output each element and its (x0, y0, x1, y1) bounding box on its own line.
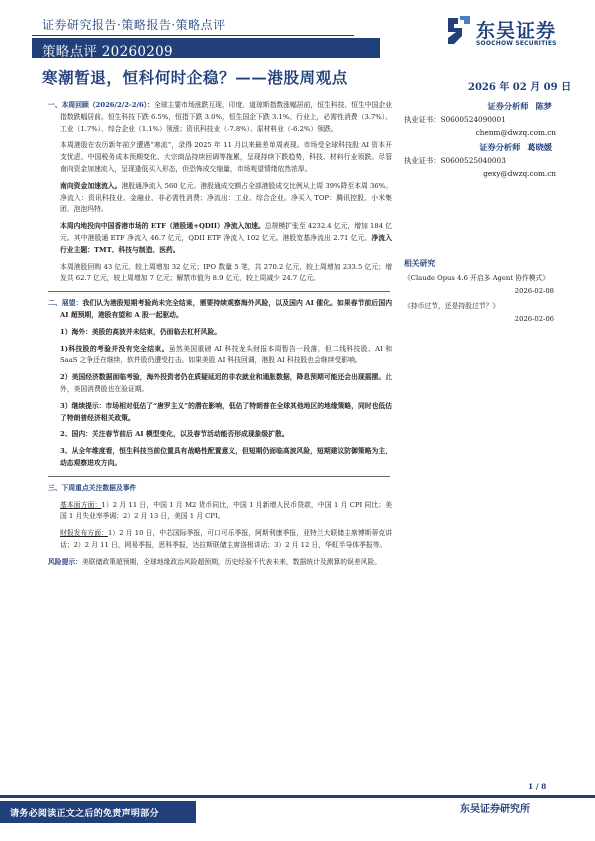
related-research-title: 相关研究 (404, 259, 436, 268)
outlook-annual-text: 3、从全年维度看，恒生科技当前位置具有战略性配置意义，但短期仍面临高波风险，短期建议防御策略为主，动态观察进攻方向。 (60, 447, 392, 467)
analyst-2-cert-row (404, 154, 556, 167)
etf-tail: 净流入行业主题：TMT、科技与制造、医药。 (60, 233, 393, 254)
analyst-1-email[interactable]: chenm@dwzq.com.cn (475, 128, 556, 137)
logo-english: SOOCHOW SECURITIES (476, 40, 557, 47)
soochow-logo-icon (444, 14, 472, 48)
related-item-2-title: 《持币过节，还是持股过节？》 (404, 302, 500, 310)
earnings-events (60, 528, 392, 552)
section-1-title: 一、本周回顾（2026/2/2-2/6）： (48, 101, 154, 109)
outlook-domestic-text: 2、国内：关注春节前后 AI 模型变化，以及春节活动能否形成现象级扩散。 (60, 430, 289, 439)
outlook-econ-text: 此外，美国消费股也在验证期。 (60, 373, 392, 393)
analyst-1-role: 证券分析师 (487, 101, 529, 111)
outlook-tech-lead: 1)科技股的考验并没有完全结束。 (60, 344, 169, 353)
section-divider-2 (48, 476, 390, 477)
outlook-tech-text: 虽然美国重磅 AI 科技龙头财报本周暂告一段落，但二线科技股、AI 和 SaaS 之争还在继续，软件股仍遭受打击。如果美股 AI 科技回调，港股 AI 科技股也会继续受影响。 (60, 344, 393, 365)
analyst-1-cert-label: 执业证书： (404, 115, 441, 124)
disclaimer-text: 请务必阅读正文之后的免责声明部分 (10, 809, 159, 819)
report-type: 策略点评 20260209 (42, 44, 173, 60)
related-research-list (404, 272, 554, 326)
analyst-2-heading (404, 141, 552, 154)
outlook-annual (60, 446, 392, 470)
related-item-1[interactable] (404, 272, 554, 298)
section-3-title: 三、下周重点关注数据及事件 (48, 483, 137, 492)
southbound-text: 港股通净流入 560 亿元。港股通成交额占全部港股成交比例从上周 39%降至本周 36%。净流入：资讯科技业、金融业、非必需性消费；净流出：工业、综合企业。净买入 TOP：腾讯控股、小米集团、泡泡玛特。 (60, 181, 392, 214)
etf-text: 总规模扩张至 4232.4 亿元，增加 184 亿元。其中港股通 ETF 净流入 46.7 亿元，QDII ETF 净流入 102 亿元。港股宽基净流出 2.71 亿元。 (60, 222, 392, 242)
section-2 (48, 298, 392, 322)
related-item-1-title: 《Claude Opus 4.6 开启多 Agent 协作模式》 (404, 274, 550, 282)
outlook-domestic (60, 429, 392, 441)
section-1 (48, 100, 393, 135)
earnings-lead: 财报发布方面： (60, 529, 108, 538)
outlook-econ-lead: 2）美国经济数据面临考验，海外投资者仍在质疑延迟的非农就业和通胀数据，降息预期可能还会出现摇摆。 (60, 373, 386, 382)
outlook-reminder-text: 3）继续提示：市场相对低估了“唐罗主义”的潜在影响，低估了特朗普在全球其他地区的地缘策略，同时也低估了特朗普经济相关政策。 (60, 401, 393, 422)
outlook-overseas-text: 1）海外：美股的高波并未结束，仍面临去杠杆风险。 (60, 327, 222, 336)
analyst-2-cert-label: 执业证书： (404, 156, 441, 165)
section-1-p5: 本周港股回购 43 亿元，较上周增加 32 亿元；IPO 数量 5 笔，共 270.2 亿元，较上周增加 233.5 亿元；增发共 62.7 亿元，较上周增加 7 亿元；解禁市值为 8.9 亿元，较上周减少 24.7 亿元。 (60, 262, 392, 283)
analyst-2-cert: S0600525040003 (440, 156, 506, 165)
outlook-tech (60, 344, 392, 368)
outlook-econ (60, 372, 392, 396)
outlook-reminder (60, 401, 392, 425)
section-1-p3 (60, 181, 392, 216)
analyst-1-cert-row (404, 113, 556, 126)
macro-lead: 基本面方面： (60, 500, 102, 509)
section-divider (48, 291, 390, 292)
section-1-p2: 本周港股在农历新年前夕遭遇“寒流”，录得 2025 年 11 月以来最差单周表现。市场受全球科技股 AI 资本开支忧虑、中国税务成本预期变化、大宗商品持续回调等拖累，呈现持续下跌趋势，科技、材料行业领跌。尽管南向资金加速流入，呈现逢低买入形态，但恐怖成交缩量，市场观望情绪依然浓厚。 (60, 141, 392, 173)
logo-wordmark: 东吴证券 (476, 20, 557, 42)
risk-note (48, 557, 392, 569)
analyst-2-email[interactable]: gexy@dwzq.com.cn (483, 169, 556, 178)
report-date: 2026 年 02 月 09 日 (468, 82, 572, 93)
related-item-2[interactable] (404, 300, 554, 326)
related-item-1-date: 2026-02-08 (514, 287, 554, 295)
institution-name: 东吴证券研究所 (460, 804, 530, 815)
analyst-1-heading (404, 100, 552, 113)
section-1-p4 (60, 221, 392, 256)
analyst-1-name: 陈梦 (535, 101, 552, 111)
section-2-lead: 我们认为港股短期考验尚未完全结束，需要持续观察海外风险，以及国内 AI 催化。如果春节前后国内 AI 超预期，港股有望和 A 股一起驱动。 (60, 299, 392, 319)
analyst-2-role: 证券分析师 (479, 142, 521, 152)
section-1-p1: 全球主要市场涨跌互现，印度、道琼斯指数涨幅居前，恒生科技、恒生中国企业指数跌幅居前。恒生科技下跌 6.5%，恒指下跌 3.0%，恒生国企下跌 3.1%。行业上，必需性消费（3.7%）、工业（1.7%）、综合企业（1.1%）领涨；资讯科技业（-7.8%）、原材料业（-6.2%）领跌。 (60, 101, 393, 133)
page-number: 1 / 8 (528, 782, 547, 791)
related-item-2-date: 2026-02-06 (514, 315, 554, 323)
earnings-text: 1）2 月 10 日，中芯国际季报，可口可乐季报，阿斯利康季报，亚特兰大联储主席博斯蒂克讲话；2）2 月 11 日，网易季报，思科季报，达拉斯联储主席洛根讲话；3）2 月 12 日，华虹半导体季报等。 (60, 529, 393, 549)
risk-lead: 风险提示： (48, 557, 82, 566)
analyst-2-name: 葛晓媛 (527, 142, 552, 152)
macro-text: 1）2 月 11 日，中国 1 月 M2 货币同比，中国 1 月新增人民币贷款，中国 1 月 CPI 同比；美国 1 月失业率季调；2）2 月 13 日，美国 1 月 CPI。 (60, 500, 392, 521)
macro-events (60, 500, 392, 524)
section-3 (48, 483, 392, 495)
analyst-1-cert: S0600524090001 (440, 115, 506, 124)
report-category: 证券研究报告·策略报告·策略点评 (42, 18, 226, 32)
etf-lead: 本周内地投向中国香港市场的 ETF（港股通+QDII）净流入加速。 (60, 222, 265, 231)
section-2-title: 二、展望： (48, 299, 83, 308)
risk-text: 美联储政策超预期，全球地缘政治风险超预期，历史经验不代表未来，数据统计及测算的误差风险。 (81, 557, 382, 566)
analyst-panel (404, 100, 556, 180)
footer-rule (0, 795, 595, 798)
southbound-lead: 南向资金加速流入。 (60, 181, 122, 190)
main-column (48, 100, 393, 574)
report-title: 寒潮暂退，恒科何时企稳？——港股周观点 (42, 68, 348, 87)
outlook-overseas (60, 327, 392, 339)
